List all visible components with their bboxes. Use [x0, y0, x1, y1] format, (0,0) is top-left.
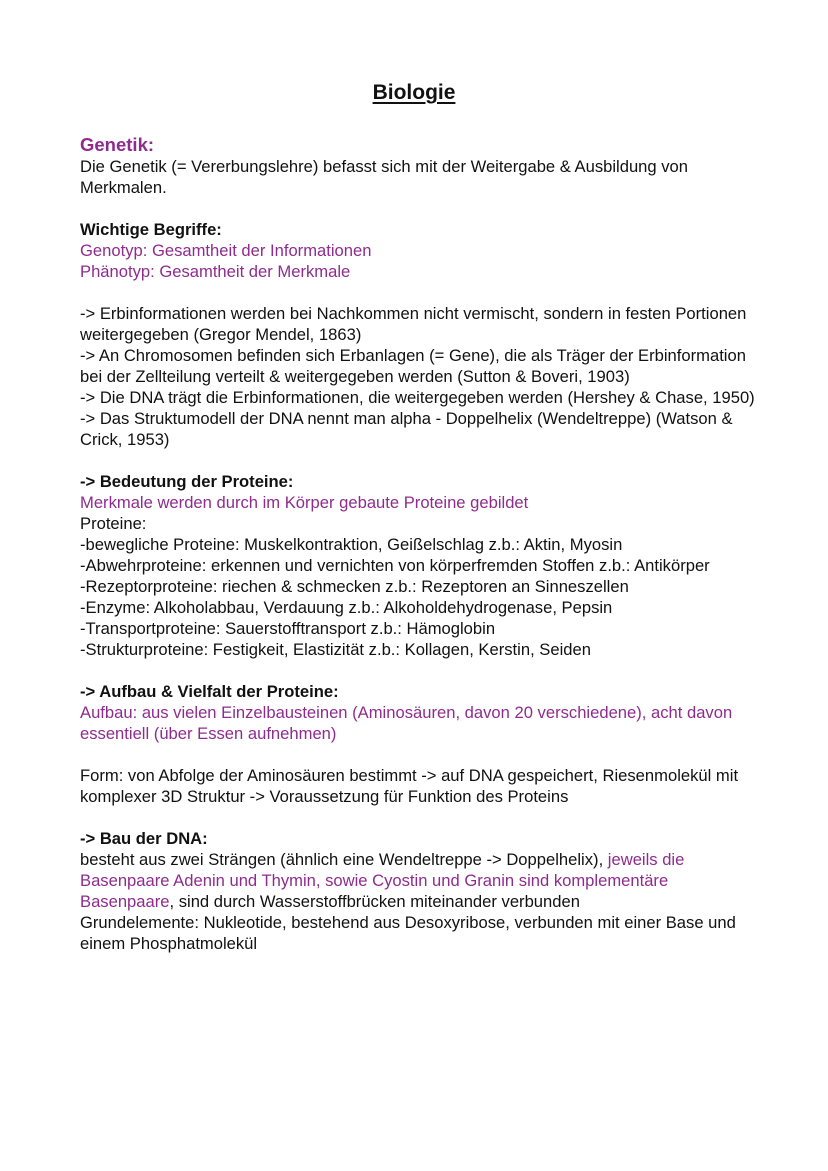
protein-list-item: -Rezeptorproteine: riechen & schmecken z.b.: Rezeptoren an Sinneszellen — [80, 577, 629, 596]
history-item-watson-crick: -> Das Struktumodell der DNA nennt man alpha - Doppelhelix (Wendeltreppe) (Watson & Crick, 1953) — [80, 409, 733, 449]
protein-list-item: -bewegliche Proteine: Muskelkontraktion, Geißelschlag z.b.: Aktin, Myosin — [80, 535, 623, 554]
history-item-sutton-boveri: -> An Chromosomen befinden sich Erbanlagen (= Gene), die als Träger der Erbinformation bei der Zellteilung verteilt & weitergegeben werden (Sutton & Boveri, 1903) — [80, 346, 746, 386]
history-item-hershey-chase: -> Die DNA trägt die Erbinformationen, die weitergegeben werden (Hershey & Chase, 1950) — [80, 388, 755, 407]
aufbau-form: Form: von Abfolge der Aminosäuren bestimmt -> auf DNA gespeichert, Riesenmolekül mit komplexer 3D Struktur -> Voraussetzung für Funktion des Proteins — [80, 766, 739, 806]
dna-text-part1: besteht aus zwei Strängen (ähnlich eine Wendeltreppe -> Doppelhelix), — [80, 850, 608, 869]
aufbau-highlight: Aufbau: aus vielen Einzelbausteinen (Aminosäuren, davon 20 verschiedene), acht davon essentiell (über Essen aufnehmen) — [80, 703, 733, 743]
history-item-mendel: -> Erbinformationen werden bei Nachkommen nicht vermischt, sondern in festen Portionen weitergegeben (Gregor Mendel, 1863) — [80, 304, 747, 344]
protein-list-item: -Strukturproteine: Festigkeit, Elastizität z.b.: Kollagen, Kerstin, Seiden — [80, 640, 591, 659]
term-genotyp: Genotyp: Gesamtheit der Informationen — [80, 241, 372, 260]
protein-list-item: -Enzyme: Alkoholabbau, Verdauung z.b.: Alkoholdehydrogenase, Pepsin — [80, 598, 613, 617]
section-heading-begriffe: Wichtige Begriffe: — [80, 220, 222, 239]
dna-text-part2: , sind durch Wasserstoffbrücken miteinander verbunden — [169, 892, 580, 911]
genetik-definition: Die Genetik (= Vererbungslehre) befasst sich mit der Weitergabe & Ausbildung von Merkmalen. — [80, 157, 688, 197]
term-phaenotyp: Phänotyp: Gesamtheit der Merkmale — [80, 262, 351, 281]
section-heading-genetik: Genetik: — [80, 134, 155, 155]
dna-description — [80, 849, 760, 912]
dna-text-highlight: jeweils die Basenpaare Adenin und Thymin, sowie Cyostin und Granin sind komplementäre Basenpaare — [80, 850, 685, 911]
proteine-list-label: Proteine: — [80, 514, 147, 533]
section-heading-bedeutung: -> Bedeutung der Proteine: — [80, 472, 294, 491]
bedeutung-highlight: Merkmale werden durch im Körper gebaute Proteine gebildet — [80, 493, 529, 512]
protein-list-item: -Abwehrproteine: erkennen und vernichten von körperfremden Stoffen z.b.: Antikörper — [80, 556, 710, 575]
section-heading-dna: -> Bau der DNA: — [80, 829, 208, 848]
dna-grundelemente: Grundelemente: Nukleotide, bestehend aus Desoxyribose, verbunden mit einer Base und einem Phosphatmolekül — [80, 913, 736, 953]
protein-list-item: -Transportproteine: Sauerstofftransport z.b.: Hämoglobin — [80, 619, 496, 638]
document-body — [80, 134, 760, 954]
section-heading-aufbau: -> Aufbau & Vielfalt der Proteine: — [80, 682, 339, 701]
page-title: Biologie — [372, 81, 456, 104]
